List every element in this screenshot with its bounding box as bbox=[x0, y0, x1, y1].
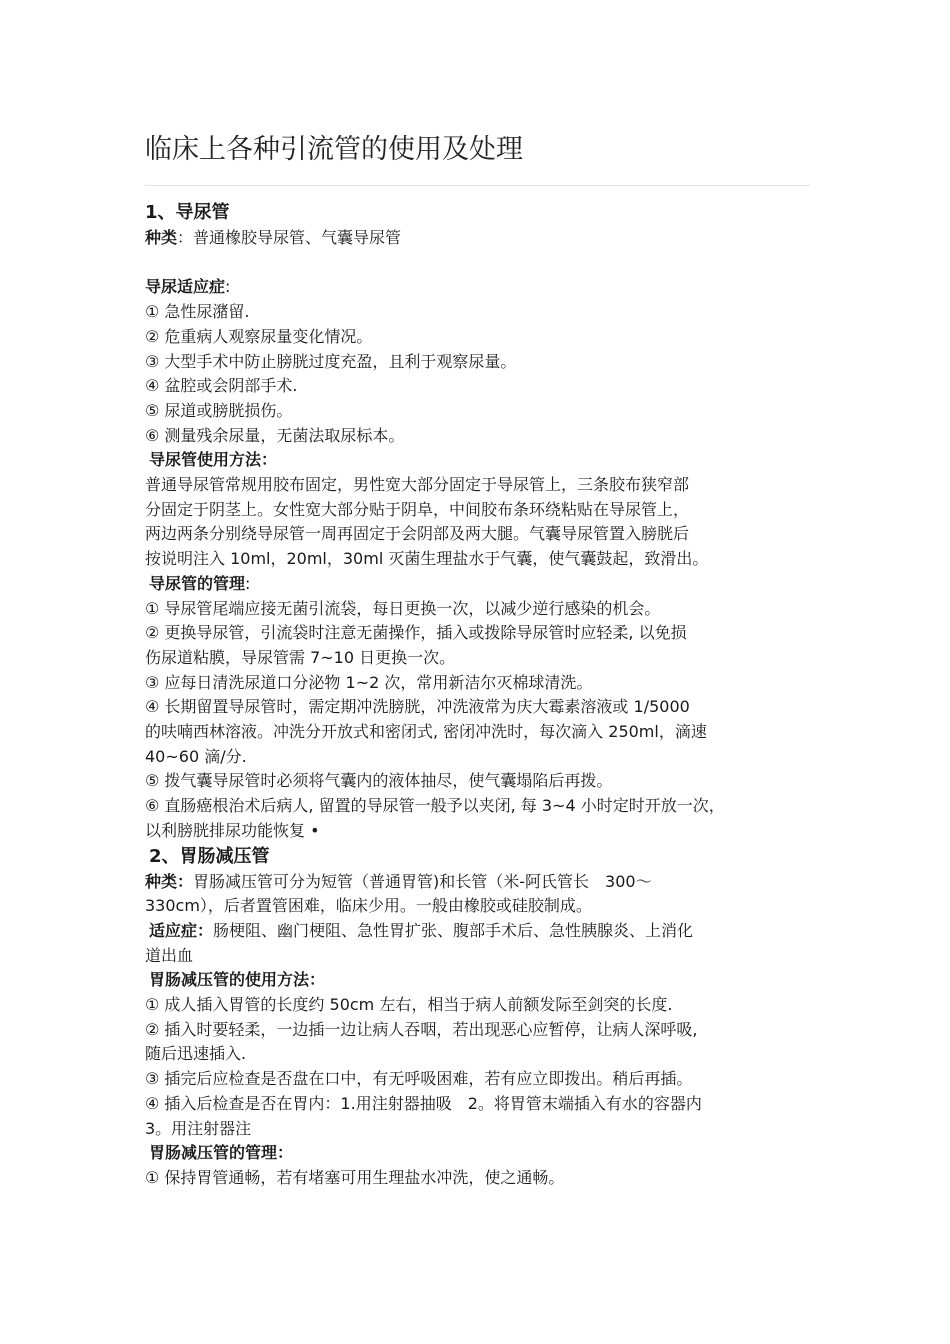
spacer bbox=[145, 251, 810, 276]
list-item: ① 成人插入胃管的长度约 50cm 左右，相当于病人前额发际至剑突的长度. bbox=[145, 995, 673, 1015]
paragraph-line: 分固定于阴茎上。女性宽大部分贴于阴阜，中间胶布条环绕粘贴在导尿管上， bbox=[145, 499, 690, 519]
gastric-types: 种类：胃肠减压管可分为短管（普通胃管)和长管（米-阿氏管长 300～ bbox=[145, 871, 652, 891]
title-divider bbox=[145, 185, 810, 186]
list-item: ③ 大型手术中防止膀胱过度充盈，且利于观察尿量。 bbox=[145, 351, 517, 371]
list-item: ③ 插完后应检查是否盘在口中，有无呼吸困难，若有应立即拨出。稍后再插。 bbox=[145, 1069, 693, 1089]
list-item: ① 保持胃管通畅，若有堵塞可用生理盐水冲洗，使之通畅。 bbox=[145, 1168, 565, 1187]
list-item: ④ 插入后检查是否在胃内：1.用注射器抽吸 2。将胃管末端插入有水的容器内 bbox=[145, 1093, 702, 1113]
list-item: 随后迅速插入. bbox=[145, 1044, 247, 1064]
catheter-indications-heading: 导尿适应症: bbox=[145, 277, 231, 297]
list-item: 伤尿道粘膜，导尿管需 7~10 日更换一次。 bbox=[145, 647, 456, 667]
list-item: 3。用注射器注 bbox=[145, 1118, 252, 1138]
gastric-indications: 适应症：肠梗阻、幽门梗阻、急性胃扩张、腹部手术后、急性胰腺炎、上消化 bbox=[149, 920, 694, 940]
list-item: ⑤ 拨气囊导尿管时必须将气囊内的液体抽尽，使气囊塌陷后再拨。 bbox=[145, 771, 613, 791]
section-heading-catheter: 1、导尿管 bbox=[145, 202, 230, 223]
list-item: 以利膀胱排尿功能恢复 • bbox=[145, 820, 320, 840]
paragraph-line: 330cm），后者置管困难，临床少用。一般由橡胶或硅胶制成。 bbox=[145, 896, 592, 916]
catheter-usage-heading: 导尿管使用方法： bbox=[149, 450, 278, 470]
page-title: 临床上各种引流管的使用及处理 bbox=[145, 134, 523, 165]
list-item: ④ 盆腔或会阴部手术. bbox=[145, 376, 298, 396]
list-item: ② 更换导尿管，引流袋时注意无菌操作，插入或拨除导尿管时应轻柔, 以免损 bbox=[145, 623, 687, 643]
list-item: ④ 长期留置导尿管时，需定期冲洗膀胱，冲洗液常为庆大霉素溶液或 1/5000 bbox=[145, 697, 690, 717]
list-item: ⑤ 尿道或膀胱损伤。 bbox=[145, 400, 293, 420]
gastric-usage-heading: 胃肠减压管的使用方法： bbox=[149, 970, 326, 990]
list-item: ② 插入时要轻柔，一边插一边让病人吞咽，若出现恶心应暂停，让病人深呼吸, bbox=[145, 1019, 698, 1039]
catheter-types: 种类：普通橡胶导尿管、气囊导尿管 bbox=[145, 228, 402, 247]
paragraph-line: 普通导尿管常规用胶布固定，男性宽大部分固定于导尿管上，三条胶布狭窄部 bbox=[145, 475, 690, 495]
paragraph-line: 道出血 bbox=[145, 945, 194, 965]
list-item: ① 急性尿潴留. bbox=[145, 302, 250, 322]
list-item: ① 导尿管尾端应接无菌引流袋，每日更换一次，以减少逆行感染的机会。 bbox=[145, 598, 661, 618]
list-item: ⑥ 直肠癌根治术后病人, 留置的导尿管一般予以夹闭, 每 3~4 小时定时开放一次， bbox=[145, 796, 725, 816]
catheter-mgmt-heading: 导尿管的管理: bbox=[149, 573, 251, 593]
list-item: ③ 应每日清洗尿道口分泌物 1~2 次，常用新洁尔灭棉球清洗。 bbox=[145, 672, 593, 692]
list-item: 40~60 滴/分. bbox=[145, 746, 247, 766]
list-item: ⑥ 测量残余尿量，无菌法取尿标本。 bbox=[145, 425, 405, 445]
gastric-mgmt-heading: 胃肠减压管的管理： bbox=[149, 1143, 294, 1163]
document-page bbox=[145, 128, 810, 1191]
paragraph-line: 按说明注入 10ml，20ml，30ml 灭菌生理盐水于气囊，使气囊鼓起，致滑出。 bbox=[145, 549, 709, 569]
section-heading-gastric-tube: 2、胃肠减压管 bbox=[149, 845, 270, 867]
paragraph-line: 两边两条分别绕导尿管一周再固定于会阴部及两大腿。气囊导尿管置入膀胱后 bbox=[145, 524, 690, 544]
list-item: ② 危重病人观察尿量变化情况。 bbox=[145, 326, 373, 346]
list-item: 的呋喃西林溶液。冲洗分开放式和密闭式, 密闭冲洗时，每次滴入 250ml，滴速 bbox=[145, 722, 707, 742]
